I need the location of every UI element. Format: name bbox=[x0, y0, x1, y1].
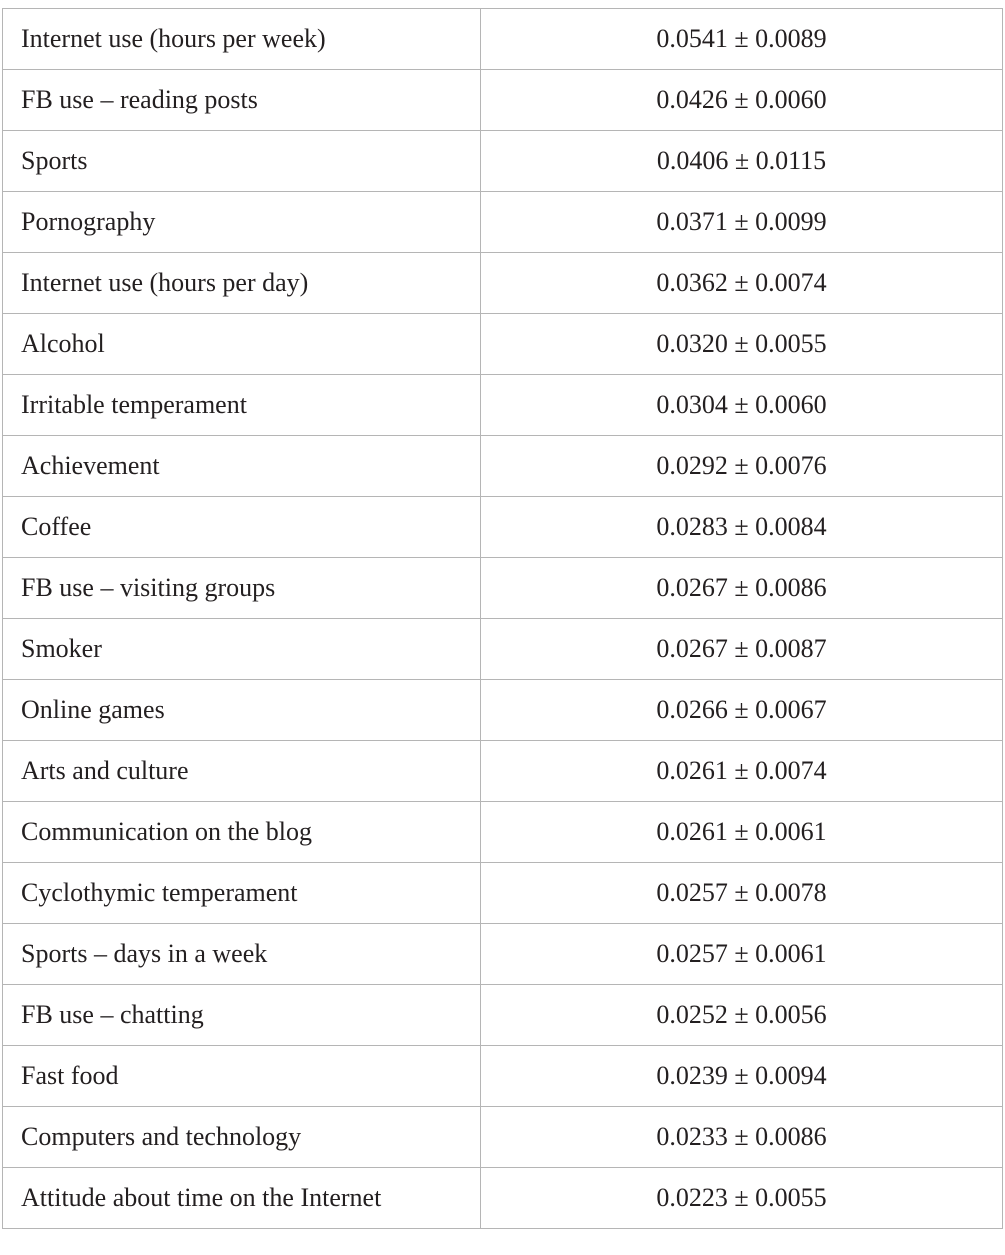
table-row bbox=[3, 558, 1003, 619]
row-label: FB use – chatting bbox=[3, 985, 481, 1046]
row-value: 0.0371 ± 0.0099 bbox=[481, 192, 1003, 253]
table-row bbox=[3, 802, 1003, 863]
table-row bbox=[3, 314, 1003, 375]
row-value: 0.0292 ± 0.0076 bbox=[481, 436, 1003, 497]
table-row bbox=[3, 619, 1003, 680]
row-value: 0.0283 ± 0.0084 bbox=[481, 497, 1003, 558]
row-label: Pornography bbox=[3, 192, 481, 253]
table-row bbox=[3, 436, 1003, 497]
row-value: 0.0257 ± 0.0078 bbox=[481, 863, 1003, 924]
row-value: 0.0320 ± 0.0055 bbox=[481, 314, 1003, 375]
table-row bbox=[3, 70, 1003, 131]
row-value: 0.0257 ± 0.0061 bbox=[481, 924, 1003, 985]
table-row bbox=[3, 131, 1003, 192]
row-label: FB use – visiting groups bbox=[3, 558, 481, 619]
row-value: 0.0541 ± 0.0089 bbox=[481, 9, 1003, 70]
row-label: Internet use (hours per week) bbox=[3, 9, 481, 70]
row-label: Sports – days in a week bbox=[3, 924, 481, 985]
row-label: Achievement bbox=[3, 436, 481, 497]
row-value: 0.0267 ± 0.0086 bbox=[481, 558, 1003, 619]
row-value: 0.0304 ± 0.0060 bbox=[481, 375, 1003, 436]
row-value: 0.0261 ± 0.0074 bbox=[481, 741, 1003, 802]
row-label: Cyclothymic temperament bbox=[3, 863, 481, 924]
row-value: 0.0426 ± 0.0060 bbox=[481, 70, 1003, 131]
feature-importance-table bbox=[2, 8, 1003, 1229]
row-label: Arts and culture bbox=[3, 741, 481, 802]
row-value: 0.0406 ± 0.0115 bbox=[481, 131, 1003, 192]
table-row bbox=[3, 924, 1003, 985]
row-value: 0.0239 ± 0.0094 bbox=[481, 1046, 1003, 1107]
row-label: Fast food bbox=[3, 1046, 481, 1107]
table-row bbox=[3, 863, 1003, 924]
row-label: Attitude about time on the Internet bbox=[3, 1168, 481, 1229]
row-value: 0.0266 ± 0.0067 bbox=[481, 680, 1003, 741]
row-label: Internet use (hours per day) bbox=[3, 253, 481, 314]
row-label: Coffee bbox=[3, 497, 481, 558]
row-label: FB use – reading posts bbox=[3, 70, 481, 131]
row-value: 0.0267 ± 0.0087 bbox=[481, 619, 1003, 680]
row-value: 0.0233 ± 0.0086 bbox=[481, 1107, 1003, 1168]
row-label: Online games bbox=[3, 680, 481, 741]
row-label: Communication on the blog bbox=[3, 802, 481, 863]
table-row bbox=[3, 497, 1003, 558]
table-row bbox=[3, 253, 1003, 314]
row-label: Sports bbox=[3, 131, 481, 192]
table-row bbox=[3, 985, 1003, 1046]
feature-importance-table-container bbox=[2, 8, 1003, 1229]
row-value: 0.0362 ± 0.0074 bbox=[481, 253, 1003, 314]
table-row bbox=[3, 9, 1003, 70]
row-label: Alcohol bbox=[3, 314, 481, 375]
table-row bbox=[3, 1046, 1003, 1107]
row-value: 0.0261 ± 0.0061 bbox=[481, 802, 1003, 863]
table-row bbox=[3, 375, 1003, 436]
table-row bbox=[3, 192, 1003, 253]
row-label: Computers and technology bbox=[3, 1107, 481, 1168]
table-row bbox=[3, 1168, 1003, 1229]
row-label: Irritable temperament bbox=[3, 375, 481, 436]
table-row bbox=[3, 680, 1003, 741]
row-label: Smoker bbox=[3, 619, 481, 680]
table-row bbox=[3, 741, 1003, 802]
table-row bbox=[3, 1107, 1003, 1168]
table-body bbox=[3, 9, 1003, 1229]
row-value: 0.0223 ± 0.0055 bbox=[481, 1168, 1003, 1229]
row-value: 0.0252 ± 0.0056 bbox=[481, 985, 1003, 1046]
